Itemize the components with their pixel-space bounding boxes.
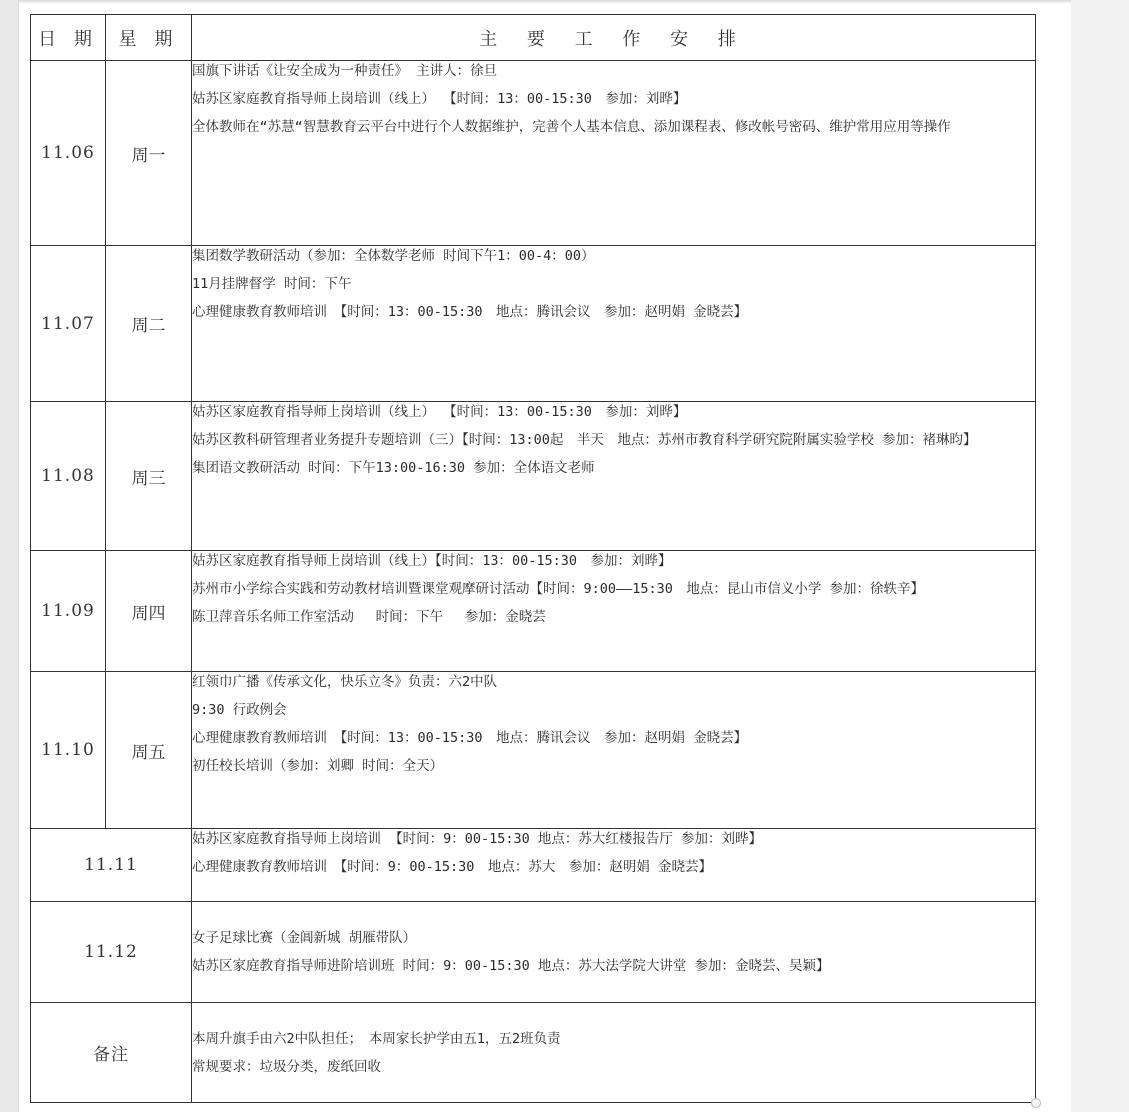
schedule-item: 心理健康教育教师培训 【时间：13：00-15:30 地点：腾讯会议 参加：赵明娟 金晓芸】 <box>192 730 748 746</box>
table-row <box>31 61 1036 246</box>
table-row <box>31 672 1036 829</box>
content-cell[interactable] <box>192 551 1036 672</box>
header-date: 日 期 <box>31 15 106 61</box>
table-row <box>31 829 1036 902</box>
header-weekday: 星 期 <box>106 15 192 61</box>
right-scroll-area[interactable] <box>1071 0 1129 1112</box>
weekday-cell: 周四 <box>106 551 192 672</box>
schedule-item: 全体教师在“苏慧“智慧教育云平台中进行个人数据维护，完善个人基本信息、添加课程表、修改帐号密码、维护常用应用等操作 <box>192 119 951 135</box>
schedule-item: 红领巾广播《传承文化，快乐立冬》负责：六2中队 <box>192 674 498 690</box>
date-cell: 11.06 <box>31 61 106 246</box>
table-row <box>31 902 1036 1003</box>
content-cell[interactable] <box>192 672 1036 829</box>
schedule-item: 初任校长培训（参加：刘卿 时间：全天） <box>192 758 444 774</box>
page-top-edge <box>19 0 1071 4</box>
schedule-item: 姑苏区家庭教育指导师上岗培训（线上）【时间：13：00-15:30 参加：刘晔】 <box>192 553 672 569</box>
weekday-cell: 周五 <box>106 672 192 829</box>
schedule-item: 女子足球比赛（金阊新城 胡雁带队） <box>192 930 417 946</box>
schedule-item: 姑苏区家庭教育指导师上岗培训 【时间：9：00-15:30 地点：苏大红楼报告厅 参加：刘晔】 <box>192 831 763 847</box>
weekday-cell: 周一 <box>106 61 192 246</box>
content-cell[interactable] <box>192 246 1036 402</box>
note-item: 常规要求：垃圾分类，废纸回收 <box>192 1058 381 1075</box>
schedule-item: 陈卫萍音乐名师工作室活动 时间：下午 参加：金晓芸 <box>192 609 546 625</box>
schedule-item: 心理健康教育教师培训 【时间：9：00-15:30 地点：苏大 参加：赵明娟 金晓芸】 <box>192 859 713 875</box>
date-cell: 11.08 <box>31 402 106 551</box>
header-content: 主 要 工 作 安 排 <box>192 15 1036 61</box>
date-cell: 11.10 <box>31 672 106 829</box>
table-resize-handle[interactable] <box>1031 1098 1041 1108</box>
date-cell: 11.12 <box>31 902 192 1003</box>
weekly-schedule-table <box>30 14 1036 1103</box>
date-cell: 11.11 <box>31 829 192 902</box>
table-row <box>31 551 1036 672</box>
header-row <box>31 15 1036 61</box>
schedule-item: 姑苏区家庭教育指导师上岗培训（线上） 【时间：13：00-15:30 参加：刘晔】 <box>192 404 687 420</box>
left-margin-strip <box>0 0 19 1112</box>
notes-row <box>31 1003 1036 1103</box>
content-cell[interactable] <box>192 902 1036 1003</box>
table-row <box>31 246 1036 402</box>
table-row <box>31 402 1036 551</box>
schedule-item: 姑苏区教科研管理者业务提升专题培训（三）【时间：13:00起 半天 地点：苏州市教育科学研究院附属实验学校 参加：褚琳昀】 <box>192 432 977 448</box>
schedule-item: 姑苏区家庭教育指导师上岗培训（线上） 【时间：13：00-15:30 参加：刘晔】 <box>192 91 687 107</box>
content-cell[interactable] <box>192 829 1036 902</box>
schedule-item: 国旗下讲话《让安全成为一种责任》 主讲人：徐旦 <box>192 63 498 79</box>
content-cell[interactable] <box>192 61 1036 246</box>
date-cell: 11.07 <box>31 246 106 402</box>
notes-label: 备注 <box>31 1003 192 1103</box>
weekday-cell: 周二 <box>106 246 192 402</box>
schedule-item: 集团语文教研活动 时间：下午13:00-16:30 参加：全体语文老师 <box>192 460 595 476</box>
schedule-item: 11月挂牌督学 时间：下午 <box>192 276 352 292</box>
schedule-item: 苏州市小学综合实践和劳动教材培训暨课堂观摩研讨活动【时间：9:00——15:30 地点：昆山市信义小学 参加：徐轶辛】 <box>192 581 925 597</box>
notes-cell[interactable] <box>192 1003 1036 1103</box>
content-cell[interactable] <box>192 402 1036 551</box>
date-cell: 11.09 <box>31 551 106 672</box>
schedule-item: 姑苏区家庭教育指导师进阶培训班 时间：9：00-15:30 地点：苏大法学院大讲堂 参加：金晓芸、吴颖】 <box>192 958 830 974</box>
weekday-cell: 周三 <box>106 402 192 551</box>
note-item: 本周升旗手由六2中队担任； 本周家长护学由五1，五2班负责 <box>192 1030 561 1047</box>
schedule-item: 集团数学教研活动（参加：全体数学老师 时间下午1：00-4：00） <box>192 248 595 264</box>
schedule-item: 9:30 行政例会 <box>192 702 287 718</box>
schedule-item: 心理健康教育教师培训 【时间：13：00-15:30 地点：腾讯会议 参加：赵明娟 金晓芸】 <box>192 304 748 320</box>
